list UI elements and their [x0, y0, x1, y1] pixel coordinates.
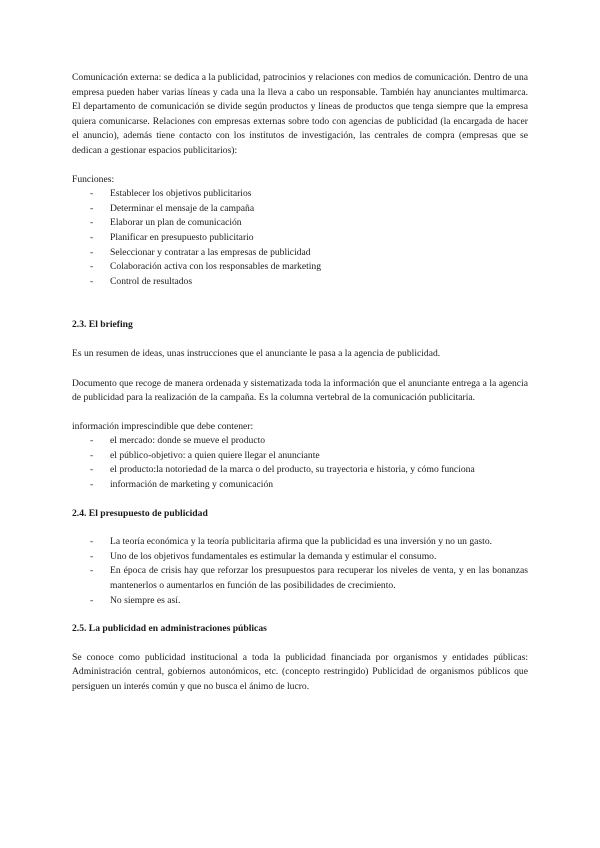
public-paragraph: Se conoce como publicidad institucional a toda la publicidad financiada por organismos y entidades públicas: Administración central, gobiernos autonómicos, etc. (concepto restringido) Publicidad de organismos públicos que persiguen un interés común y que no busca el ánimo de lucro. [72, 651, 528, 692]
dash-marker: - [90, 479, 94, 491]
list-item: - Elaborar un plan de comunicación [72, 216, 528, 231]
intro-paragraph: Comunicación externa: se dedica a la publicidad, patrocinios y relaciones con medios de comunicación. Dentro de una empresa pueden haber varias líneas y cada una la lleva a cabo un responsable. También hay anunciantes multimarca. El departamento de comunicación se divide según productos y líneas de productos que tenga siempre que la empresa quiera comunicarse. Relaciones con empresas externas sobre todo con agencias de publicidad (la encargada de hacer el anuncio), además tiene contacto con los institutos de investigación, las centrales de compra (empresas que se dedican a gestionar espacios publicitarios): [72, 72, 528, 156]
list-item: - información de marketing y comunicación [72, 478, 528, 493]
list-item: - Uno de los objetivos fundamentales es estimular la demanda y estimular el consumo. [72, 550, 528, 565]
list-item: - Planificar en presupuesto publicitario [72, 231, 528, 246]
dash-marker: - [90, 231, 94, 243]
list-item: - Control de resultados [72, 275, 528, 290]
list-item: - el producto:la notoriedad de la marca o del producto, su trayectoria e historia, y cómo funciona [72, 463, 528, 478]
list-item: - el mercado: donde se mueve el producto [72, 434, 528, 449]
briefing-list [72, 434, 528, 492]
list-item: - La teoría económica y la teoría publicitaria afirma que la publicidad es una inversión y no un gasto. [72, 535, 528, 550]
list-item: - Seleccionar y contratar a las empresas de publicidad [72, 246, 528, 261]
functions-list [72, 187, 528, 289]
list-item: - No siempre es así. [72, 594, 528, 609]
page-content [72, 71, 528, 695]
dash-marker: - [90, 246, 94, 258]
dash-marker: - [90, 261, 94, 273]
dash-marker: - [90, 594, 94, 606]
dash-marker: - [90, 275, 94, 287]
list-item: - En época de crisis hay que reforzar los presupuestos para recuperar los niveles de venta, y en las bonanzas mantenerlos o aumentarlos en función de las posibilidades de crecimiento. [90, 565, 528, 592]
dash-marker: - [90, 565, 94, 577]
budget-list [72, 535, 528, 608]
dash-marker: - [90, 188, 94, 200]
briefing-paragraph-1: Es un resumen de ideas, unas instrucciones que el anunciante le pasa a la agencia de publicidad. [72, 347, 441, 359]
section-heading-public: 2.5. La publicidad en administraciones públicas [72, 623, 267, 635]
dash-marker: - [90, 202, 94, 214]
briefing-list-label: información imprescindible que debe contener: [72, 420, 254, 432]
list-item: - Colaboración activa con los responsables de marketing [72, 260, 528, 275]
dash-marker: - [90, 435, 94, 447]
dash-marker: - [90, 536, 94, 548]
list-item: - Determinar el mensaje de la campaña [72, 202, 528, 217]
functions-label: Funciones: [72, 173, 115, 185]
dash-marker: - [90, 217, 94, 229]
dash-marker: - [90, 550, 94, 562]
dash-marker: - [90, 449, 94, 461]
section-heading-briefing: 2.3. El briefing [72, 319, 133, 331]
dash-marker: - [90, 464, 94, 476]
list-item: - Establecer los objetivos publicitarios [72, 187, 528, 202]
list-item: - el público-objetivo: a quien quiere llegar el anunciante [72, 449, 528, 464]
briefing-paragraph-2: Documento que recoge de manera ordenada y sistematizada toda la información que el anunciante entrega a la agencia de publicidad para la realización de la campaña. Es la columna vertebral de la comunicación publicitaria. [72, 377, 528, 404]
section-heading-budget: 2.4. El presupuesto de publicidad [72, 507, 208, 519]
